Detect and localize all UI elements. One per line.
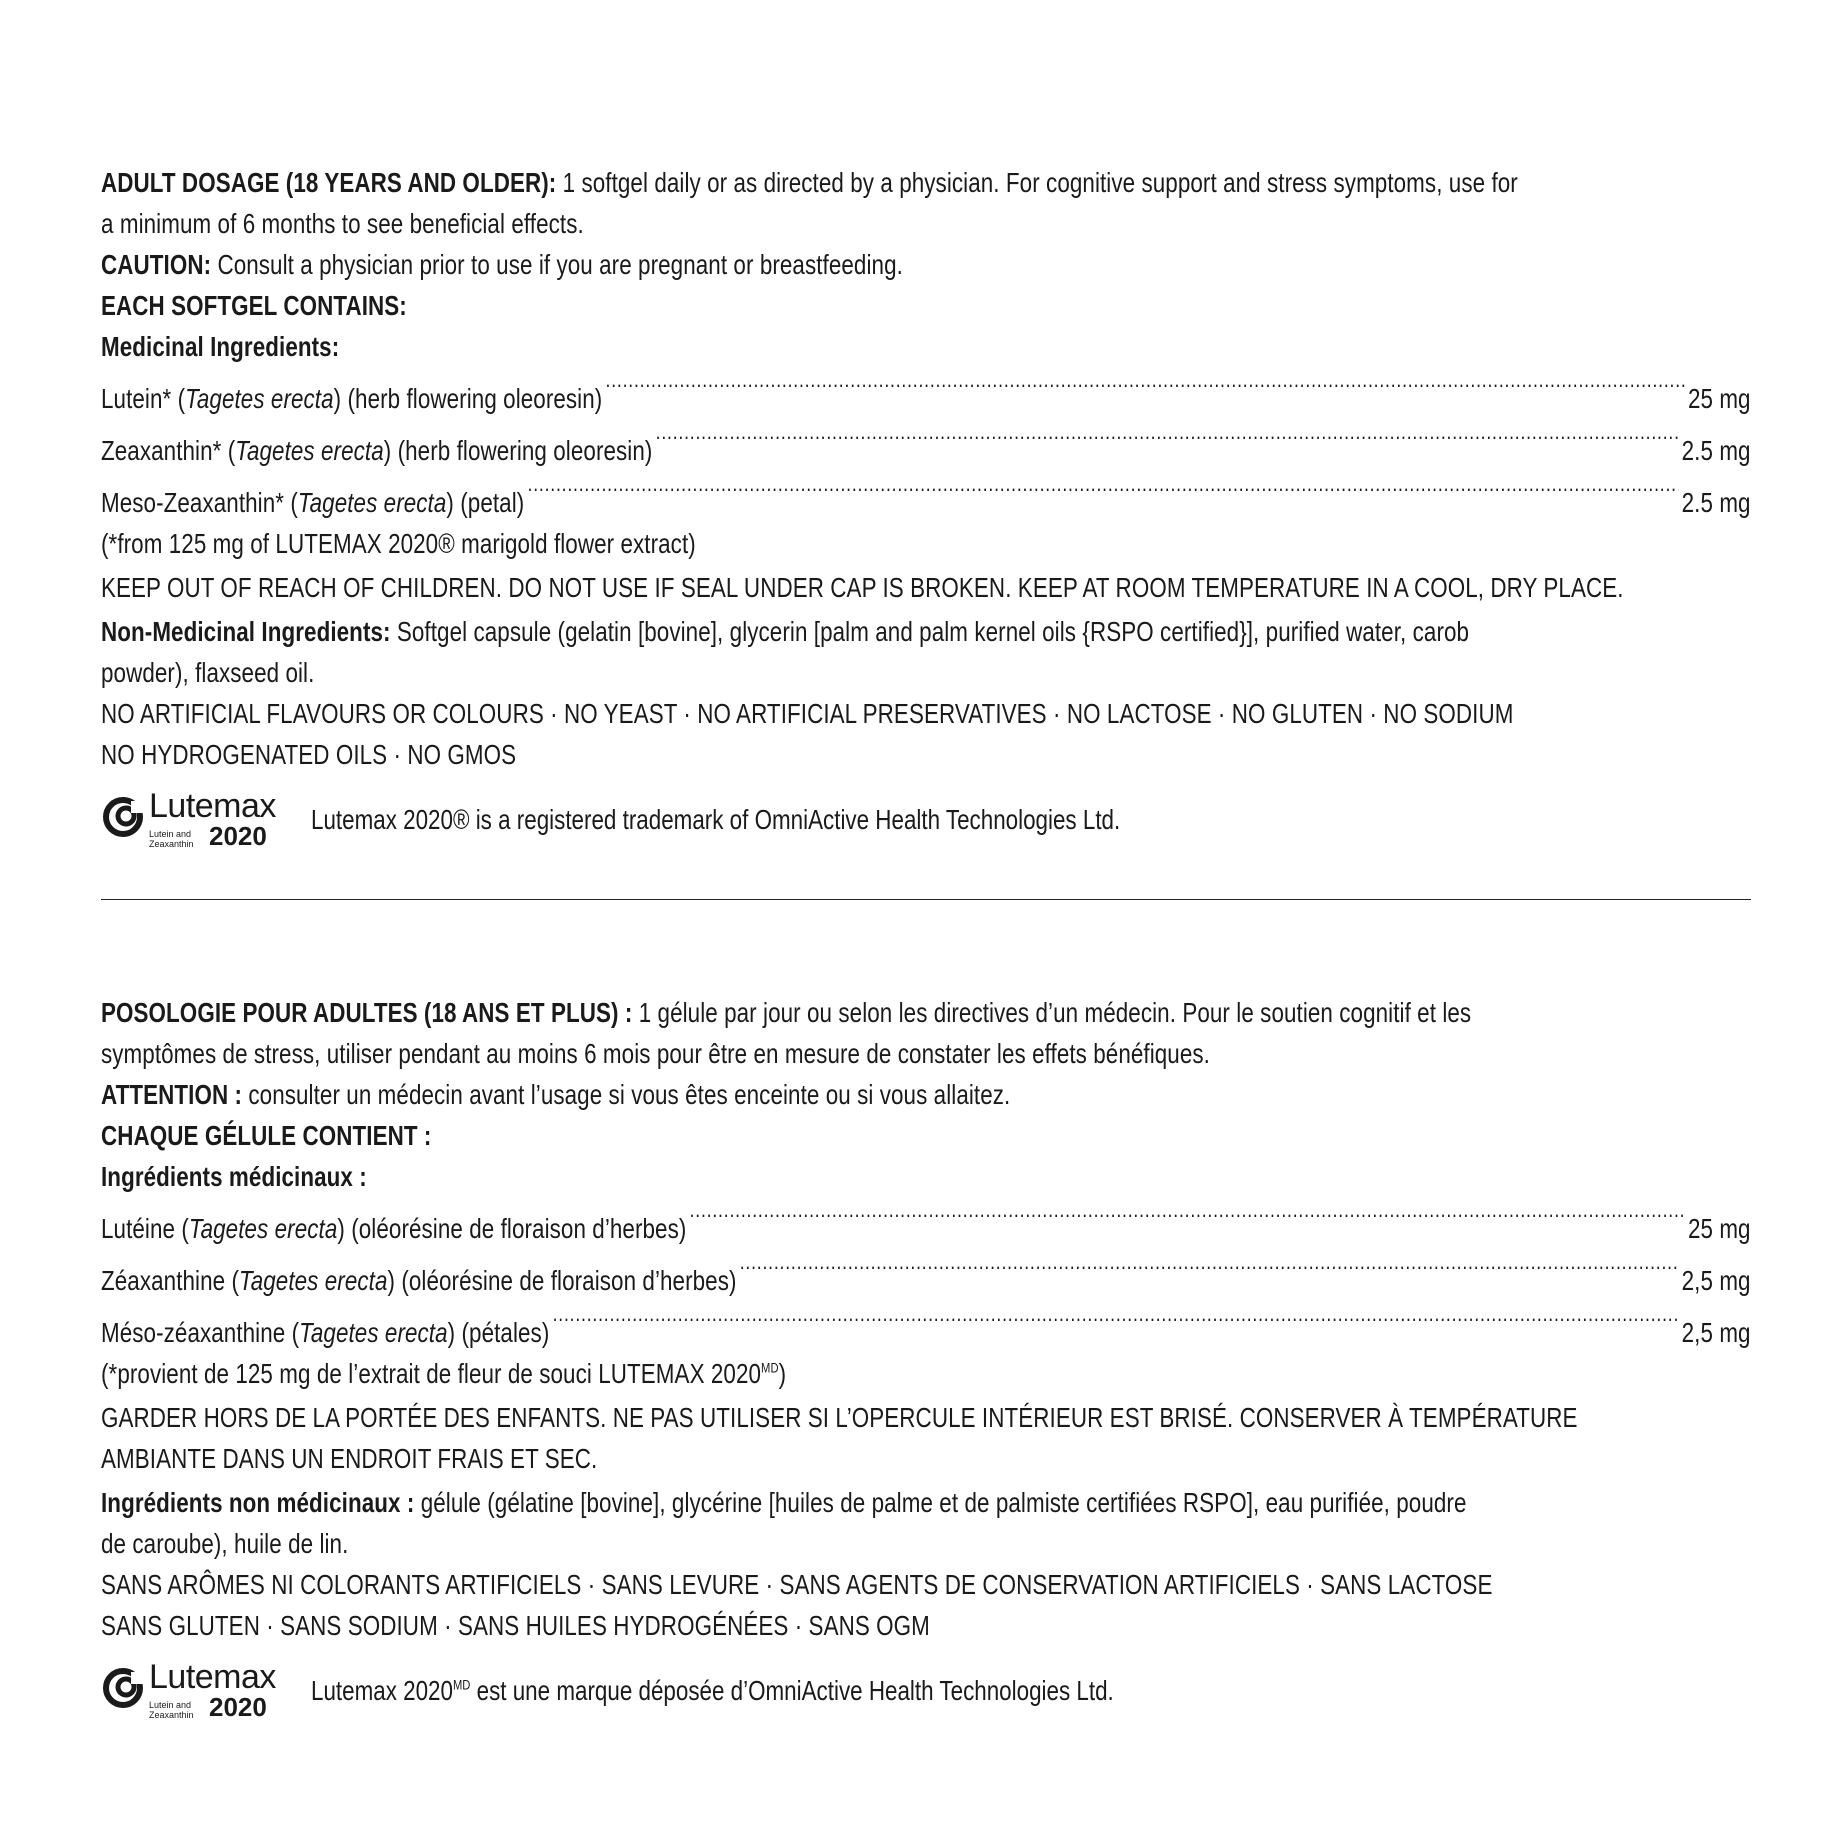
ingredient-amount: 2.5 mg (1681, 487, 1751, 518)
ingredient-amount: 2,5 mg (1681, 1265, 1751, 1296)
caution-label: CAUTION: (101, 249, 212, 280)
logo-year: 2020 (209, 1692, 267, 1722)
ingredient-amount: 25 mg (1687, 383, 1751, 414)
non-medicinal-text: Softgel capsule (gelatin [bovine], glycerin [palm and palm kernel oils {RSPO certified}], purified water, carob (390, 616, 1470, 647)
non-medicinal-label: Ingrédients non médicinaux : (101, 1487, 415, 1518)
caution-label: ATTENTION : (101, 1079, 243, 1110)
non-medicinal-text: gélule (gélatine [bovine], glycérine [huiles de palme et de palmiste certifiées RSPO], eau purifiée, poudre (414, 1487, 1467, 1518)
ingredient-name: Meso-Zeaxanthin* (Tagetes erecta) (petal) (101, 487, 525, 518)
english-text-block (101, 162, 1751, 775)
source-note: (*from 125 mg of LUTEMAX 2020® marigold flower extract) (101, 528, 696, 559)
ingredient-row (101, 419, 1751, 471)
source-note: (*provient de 125 mg de l’extrait de fleur de souci LUTEMAX $2020^{MD}$) (101, 1358, 787, 1389)
section-divider (101, 899, 1751, 900)
dot-leader (553, 1301, 1679, 1342)
logo-year: 2020 (209, 821, 267, 851)
dosage-line (101, 992, 1751, 1033)
trademark-row (101, 1660, 1751, 1720)
ingredient-row (101, 471, 1751, 523)
free-from-line-1: SANS ARÔMES NI COLORANTS ARTIFICIELS · SANS LEVURE · SANS AGENTS DE CONSERVATION ARTIFICIELS · SANS LACTOSE (101, 1569, 1493, 1600)
lutemax-logo (101, 1660, 311, 1720)
logo-name: Lutemax (149, 1658, 276, 1696)
dosage-label: POSOLOGIE POUR ADULTES (18 ANS ET PLUS) : (101, 997, 633, 1028)
medicinal-heading: Medicinal Ingredients: (101, 331, 340, 362)
dot-leader (528, 471, 1679, 512)
storage-warning: KEEP OUT OF REACH OF CHILDREN. DO NOT USE IF SEAL UNDER CAP IS BROKEN. KEEP AT ROOM TEMPERATURE IN A COOL, DRY PLACE. (101, 572, 1624, 603)
caution-line (101, 244, 1751, 285)
trademark-note: Lutemax $2020^{MD}$ est une marque déposée d’OmniActive Health Technologies Ltd. (311, 1674, 1114, 1706)
caution-text: Consult a physician prior to use if you are pregnant or breastfeeding. (211, 249, 903, 280)
ingredient-name: Lutéine (Tagetes erecta) (oléorésine de floraison d’herbes) (101, 1213, 687, 1244)
ingredient-name: Lutein* (Tagetes erecta) (herb flowering oleoresin) (101, 383, 603, 414)
logo-small-text: Lutein and Zeaxanthin (149, 1700, 194, 1720)
ingredient-amount: 2,5 mg (1681, 1317, 1751, 1348)
dot-leader (606, 367, 1685, 408)
caution-line (101, 1074, 1751, 1115)
lutemax-swirl-icon (101, 795, 145, 844)
trademark-row (101, 789, 1751, 849)
french-section (101, 992, 1751, 1720)
dosage-line-2: symptômes de stress, utiliser pendant au moins 6 mois pour être en mesure de constater les effets bénéfiques. (101, 1038, 1210, 1069)
free-from-line-2: NO HYDROGENATED OILS · NO GMOS (101, 739, 517, 770)
ingredient-row (101, 1197, 1751, 1249)
non-medicinal-line-2: powder), flaxseed oil. (101, 657, 315, 688)
each-softgel-heading: EACH SOFTGEL CONTAINS: (101, 290, 407, 321)
lutemax-logo (101, 789, 311, 849)
non-medicinal-line-2: de caroube), huile de lin. (101, 1528, 349, 1559)
lutemax-swirl-icon (101, 1666, 145, 1715)
ingredient-row (101, 1301, 1751, 1353)
ingredient-name: Zéaxanthine (Tagetes erecta) (oléorésine de floraison d’herbes) (101, 1265, 737, 1296)
english-section (101, 162, 1751, 849)
storage-warning-2: AMBIANTE DANS UN ENDROIT FRAIS ET SEC. (101, 1443, 598, 1474)
dosage-line-2: a minimum of 6 months to see beneficial effects. (101, 208, 584, 239)
ingredient-amount: 25 mg (1687, 1213, 1751, 1244)
storage-warning: GARDER HORS DE LA PORTÉE DES ENFANTS. NE PAS UTILISER SI L’OPERCULE INTÉRIEUR EST BRISÉ. CONSERVER À TEMPÉRATURE (101, 1402, 1578, 1433)
non-medicinal-line (101, 1482, 1751, 1523)
dot-leader (740, 1249, 1679, 1290)
french-text-block (101, 992, 1751, 1646)
dosage-text: 1 gélule par jour ou selon les directives d’un médecin. Pour le soutien cognitif et les (632, 997, 1472, 1028)
ingredient-row (101, 1249, 1751, 1301)
medicinal-heading: Ingrédients médicinaux : (101, 1161, 367, 1192)
ingredient-row (101, 367, 1751, 419)
non-medicinal-label: Non-Medicinal Ingredients: (101, 616, 391, 647)
ingredient-name: Zeaxanthin* (Tagetes erecta) (herb flowering oleoresin) (101, 435, 653, 466)
trademark-note: Lutemax 2020® is a registered trademark of OmniActive Health Technologies Ltd. (311, 803, 1121, 835)
dosage-line (101, 162, 1751, 203)
dosage-text: 1 softgel daily or as directed by a physician. For cognitive support and stress symptoms, use for (556, 167, 1518, 198)
logo-name: Lutemax (149, 787, 276, 825)
ingredient-amount: 2.5 mg (1681, 435, 1751, 466)
dot-leader (656, 419, 1679, 460)
dosage-label: ADULT DOSAGE (18 YEARS AND OLDER): (101, 167, 557, 198)
logo-small-text: Lutein and Zeaxanthin (149, 829, 194, 849)
free-from-line-2: SANS GLUTEN · SANS SODIUM · SANS HUILES HYDROGÉNÉES · SANS OGM (101, 1610, 930, 1641)
ingredient-name: Méso-zéaxanthine (Tagetes erecta) (pétales) (101, 1317, 550, 1348)
dot-leader (690, 1197, 1685, 1238)
non-medicinal-line (101, 611, 1751, 652)
free-from-line-1: NO ARTIFICIAL FLAVOURS OR COLOURS · NO YEAST · NO ARTIFICIAL PRESERVATIVES · NO LACTOSE · NO GLUTEN · NO SODIUM (101, 698, 1514, 729)
each-softgel-heading: CHAQUE GÉLULE CONTIENT : (101, 1120, 432, 1151)
caution-text: consulter un médecin avant l’usage si vous êtes enceinte ou si vous allaitez. (242, 1079, 1011, 1110)
